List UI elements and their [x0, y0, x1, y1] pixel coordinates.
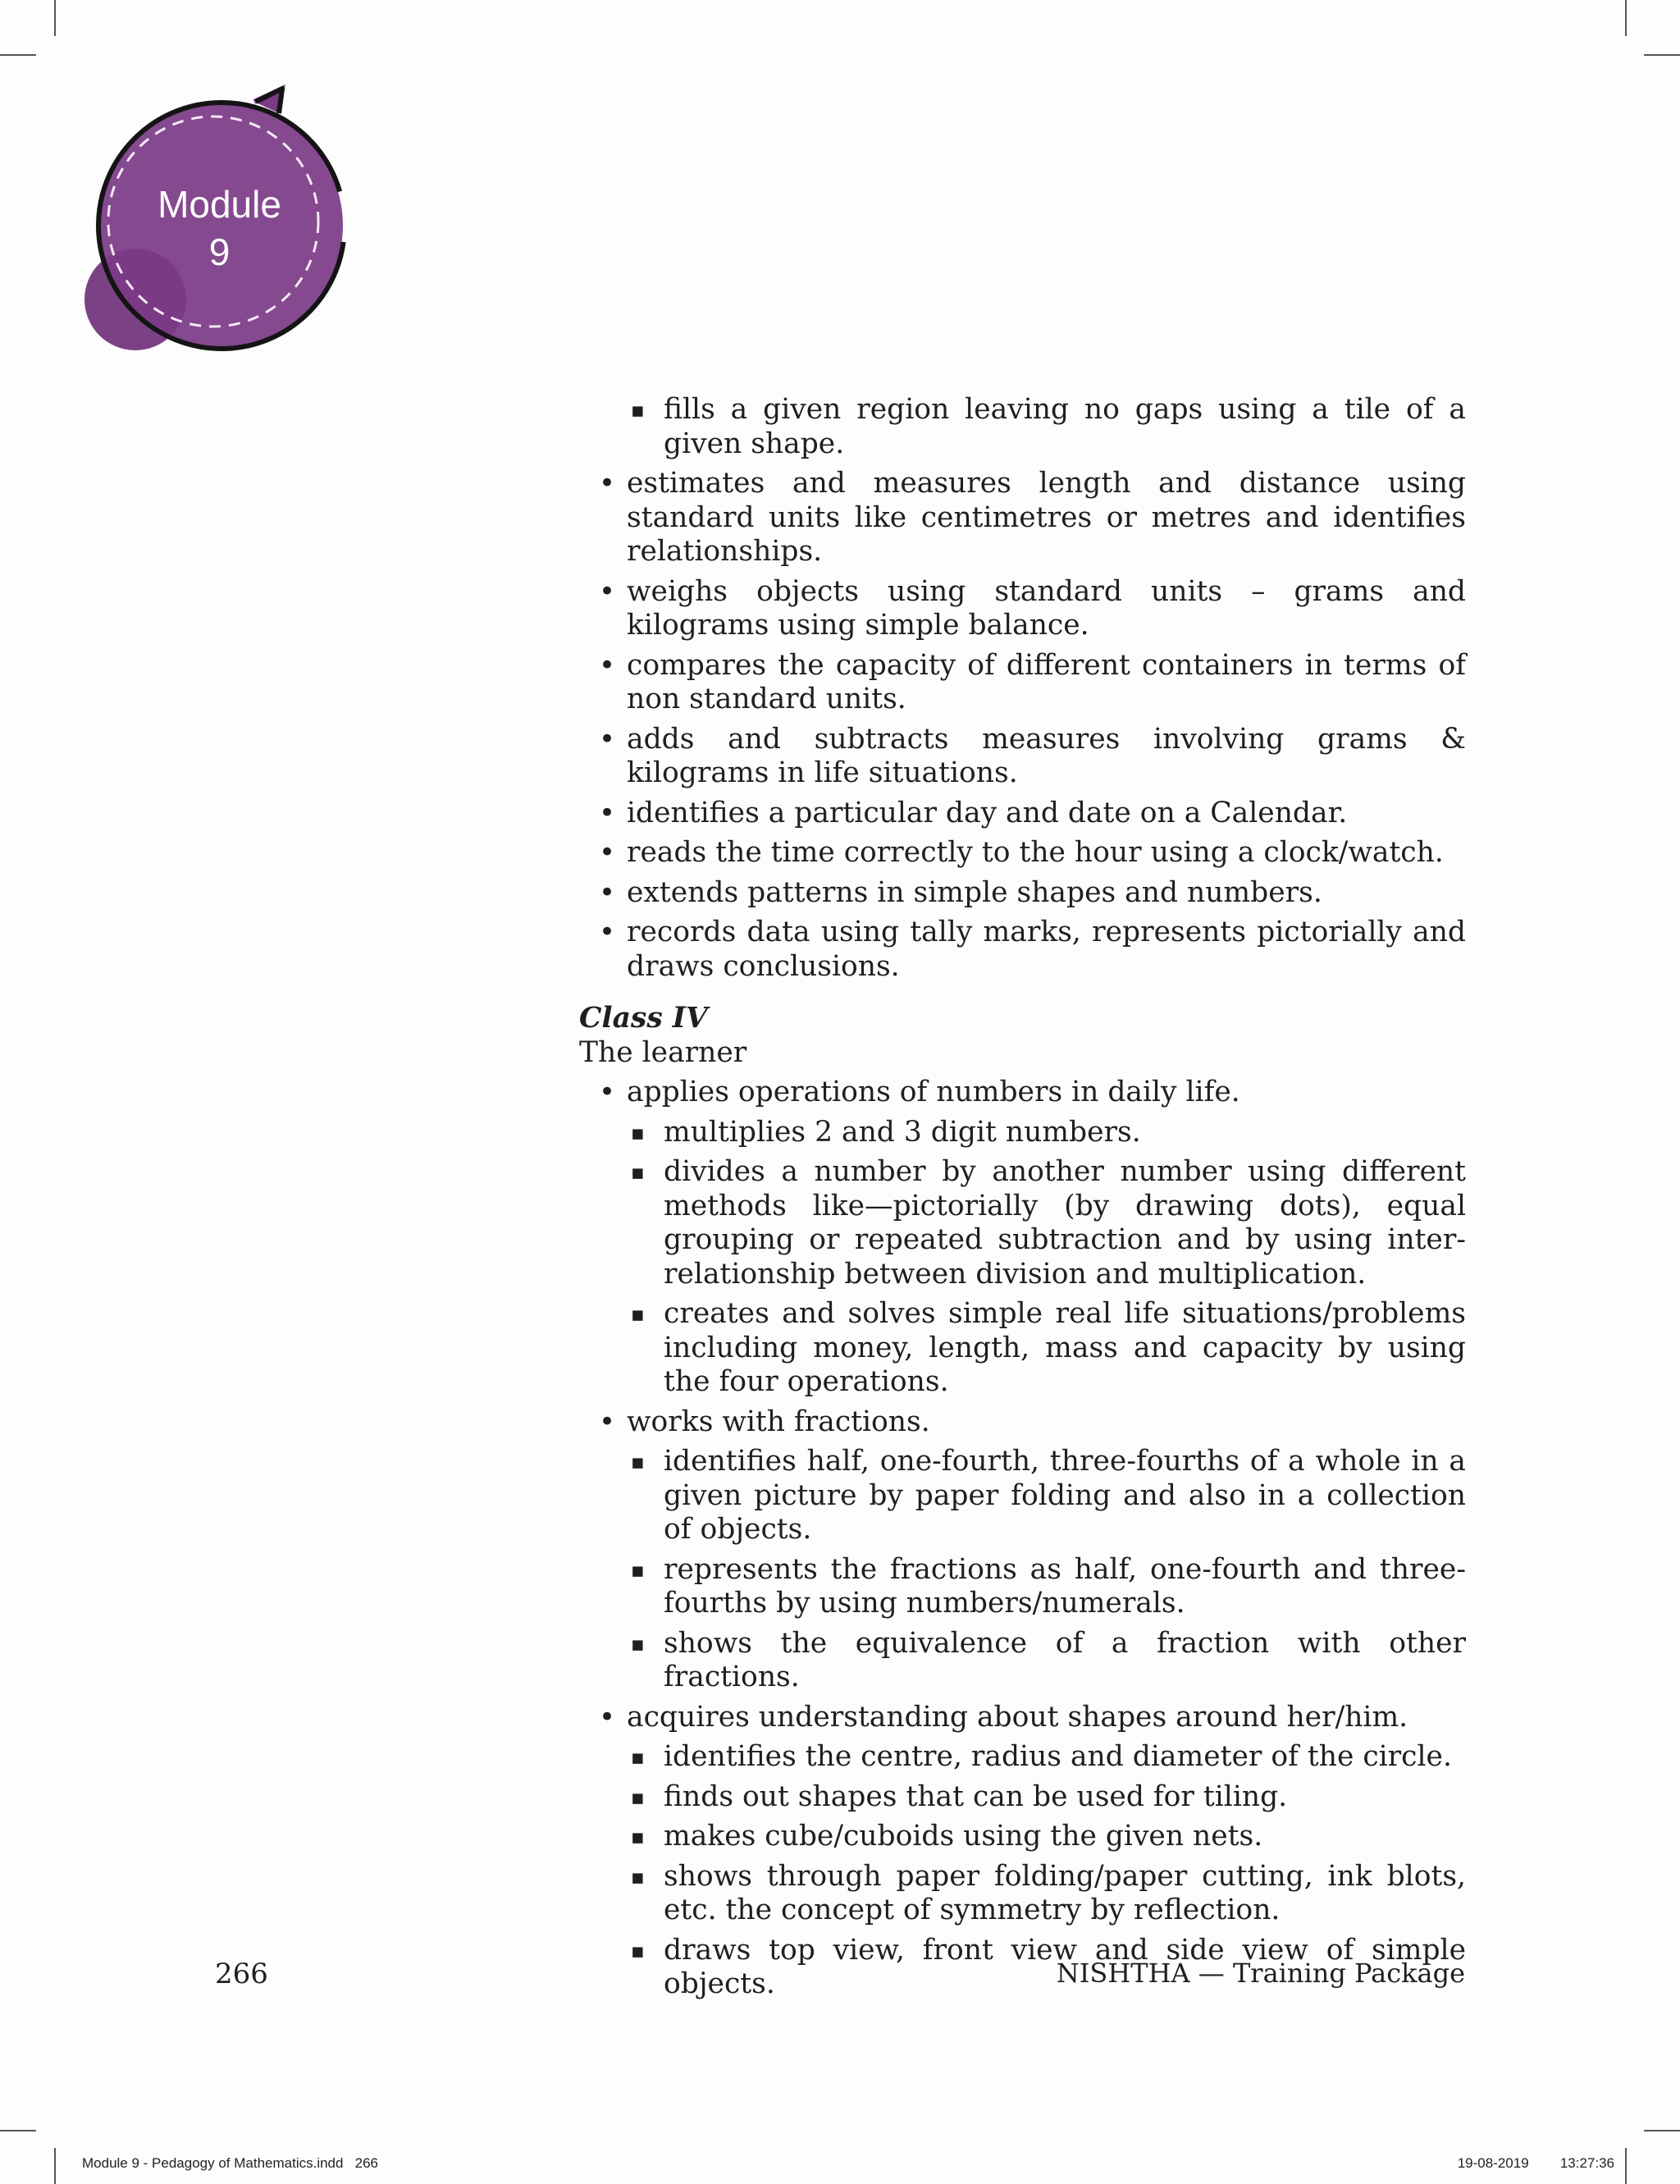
module-number: 9 [208, 231, 231, 273]
crop-mark [1625, 2148, 1627, 2184]
list-item: ▪ makes cube/cuboids using the given nets. [631, 1820, 1263, 1853]
list-item: ▪ finds out shapes that can be used for tiling. [631, 1780, 1288, 1813]
crop-mark [0, 2130, 36, 2131]
round-bullet-icon: • [599, 836, 616, 869]
crop-mark [54, 0, 56, 36]
list-item: ▪ draws top view, front view and side view of simple objects. [631, 1933, 1466, 2000]
crop-mark [54, 2148, 56, 2184]
module-label: Module [158, 183, 281, 226]
crop-mark [1644, 2130, 1680, 2131]
list-item: ▪ represents the fractions as half, one-fourth and three-fourths by using numbers/numerals. [631, 1552, 1466, 1620]
square-bullet-icon: ▪ [631, 1864, 645, 1889]
list-item: ▪ identifies the centre, radius and diameter of the circle. [631, 1740, 1452, 1773]
learning-outcomes [579, 387, 1466, 2002]
list-item: ▪ divides a number by another number using different methods like—pictorially (by drawing dots), equal grouping or repeated subtraction and by using inter-relationship between division and multiplication. [631, 1155, 1466, 1291]
slug-filename: Module 9 - Pedagogy of Mathematics.indd 266 [82, 2155, 378, 2171]
round-bullet-icon: • [599, 875, 616, 909]
list-item: • estimates and measures length and distance using standard units like centimetres or metres and identifies relationships. [599, 467, 1466, 568]
running-footer-title: NISHTHA — Training Package [1056, 1958, 1465, 1989]
page-number: 266 [215, 1958, 268, 1990]
crop-mark [1644, 54, 1680, 56]
round-bullet-icon: • [599, 796, 616, 829]
list-item: ▪ identifies half, one-fourth, three-fourths of a whole in a given picture by paper folding and also in a collection of objects. [631, 1445, 1466, 1546]
crop-mark [1625, 0, 1627, 36]
class-heading: Class IV [579, 1002, 708, 1035]
list-item: • works with fractions. [599, 1405, 930, 1438]
module-badge [123, 180, 316, 276]
square-bullet-icon: ▪ [631, 1450, 645, 1474]
list-item: ▪ shows through paper folding/paper cutting, ink blots, etc. the concept of symmetry by reflection. [631, 1859, 1466, 1926]
round-bullet-icon: • [599, 467, 616, 500]
list-item: • applies operations of numbers in daily life. [599, 1076, 1240, 1108]
round-bullet-icon: • [599, 722, 616, 756]
list-item: • records data using tally marks, represents pictorially and draws conclusions. [599, 916, 1466, 983]
round-bullet-icon: • [599, 916, 616, 948]
list-item: ▪ multiplies 2 and 3 digit numbers. [631, 1115, 1141, 1149]
square-bullet-icon: ▪ [631, 1120, 645, 1145]
round-bullet-icon: • [599, 648, 616, 682]
list-item: • identifies a particular day and date on a Calendar. [599, 796, 1348, 829]
list-item: ▪ fills a given region leaving no gaps using a tile of a given shape. [631, 393, 1466, 460]
square-bullet-icon: ▪ [631, 1825, 645, 1848]
list-item: ▪ creates and solves simple real life situations/problems including money, length, mass and capacity by using the four operations. [631, 1297, 1466, 1398]
square-bullet-icon: ▪ [631, 1302, 645, 1326]
list-item: • weighs objects using standard units – grams and kilograms using simple balance. [599, 574, 1466, 642]
square-bullet-icon: ▪ [631, 1631, 645, 1656]
square-bullet-icon: ▪ [631, 1160, 645, 1184]
round-bullet-icon: • [599, 1405, 616, 1438]
list-item: • adds and subtracts measures involving grams & kilograms in life situations. [599, 722, 1466, 789]
square-bullet-icon: ▪ [631, 398, 645, 422]
round-bullet-icon: • [599, 1076, 616, 1108]
list-item: ▪ shows the equivalence of a fraction with other fractions. [631, 1626, 1466, 1693]
list-item: • acquires understanding about shapes around her/him. [599, 1700, 1408, 1734]
square-bullet-icon: ▪ [631, 1938, 645, 1962]
slug-datetime: 19-08-2019 13:27:36 [1457, 2155, 1614, 2171]
square-bullet-icon: ▪ [631, 1784, 645, 1809]
list-item: • reads the time correctly to the hour using a clock/watch. [599, 836, 1444, 869]
square-bullet-icon: ▪ [631, 1557, 645, 1582]
intro-text: The learner [579, 1035, 747, 1069]
list-item: • extends patterns in simple shapes and numbers. [599, 875, 1322, 909]
list-item: • compares the capacity of different containers in terms of non standard units. [599, 648, 1466, 715]
round-bullet-icon: • [599, 1700, 616, 1734]
round-bullet-icon: • [599, 574, 616, 608]
crop-mark [0, 54, 36, 56]
square-bullet-icon: ▪ [631, 1745, 645, 1769]
